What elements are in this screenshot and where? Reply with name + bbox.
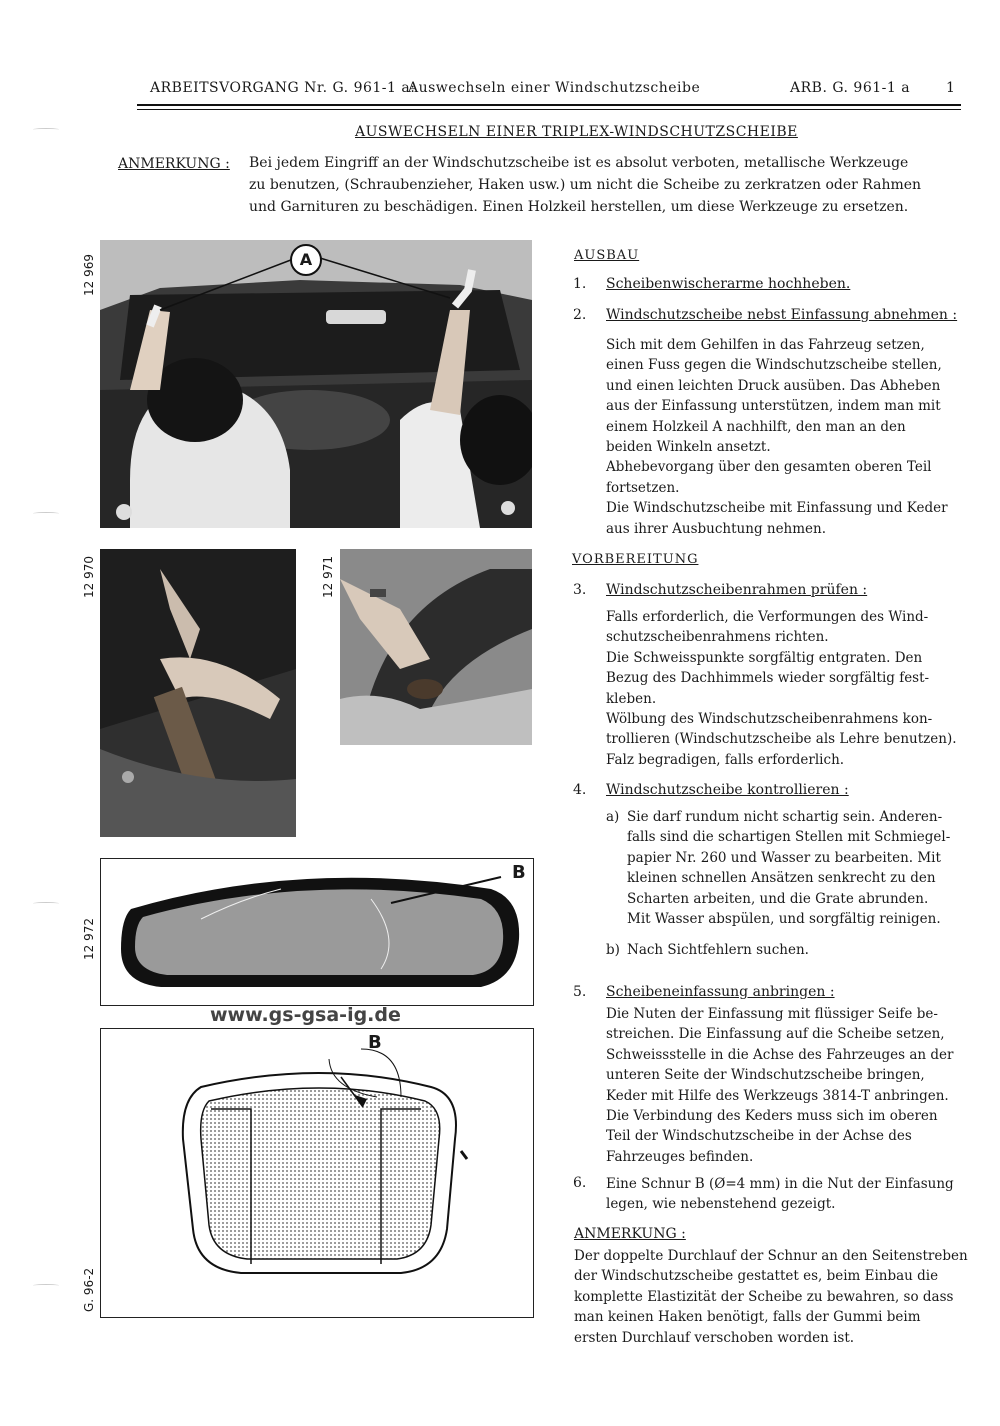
figure-id: 12 969 <box>82 254 96 296</box>
step-number: 2. <box>573 307 587 323</box>
step-body: Sie darf rundum nicht schartig sein. Anderen- falls sind die schartigen Stellen mit Schmiegel- papier Nr. 260 und Wasser zu bearbeiten. Mit kleinen schnellen Ansätzen senkrecht zu den Scharten arbeiten, und die Grate abrunden. Mit Wasser abspülen, und sorgfältig reinigen. <box>627 809 951 928</box>
step-body: Sich mit dem Gehilfen in das Fahrzeug setzen, einen Fuss gegen die Windschutzscheibe stellen, und einen leichten Druck ausüben. Das Abheben aus der Einfassung unterstützen, indem man mit einem Holzkeil A nachhilft, den man an den beiden Winkeln ansetzt. Abhebevorgang über den gesamten oberen Teil fortsetzen. Die Windschutzscheibe mit Einfassung und Keder aus ihrer Ausbuchtung nehmen. <box>606 337 948 537</box>
step-number: 4. <box>573 782 587 798</box>
punch-mark <box>33 902 59 905</box>
photo-frame-wedge <box>100 549 296 837</box>
step-body: Eine Schnur B (Ø=4 mm) in die Nut der Einfasung legen, wie nebenstehend gezeigt. <box>606 1176 954 1213</box>
step-title: Windschutzscheibe nebst Einfassung abnehmen : <box>606 307 958 323</box>
final-note-text: Der doppelte Durchlauf der Schnur an den Seitenstreben der Windschutzscheibe gestattet es, beim Einbau die komplette Elastizität der Scheibe zu bewahren, so dass man keinen Haken benötigt, falls der Gummi beim ersten Durchlauf verschoben worden ist. <box>574 1248 968 1346</box>
photo-windscreen-with-cord <box>100 858 534 1006</box>
step-title: Windschutzscheibenrahmen prüfen : <box>606 582 868 598</box>
final-note-label: ANMERKUNG : <box>574 1226 686 1242</box>
step-body: Die Nuten der Einfassung mit flüssiger Seife be- streichen. Die Einfassung auf die Scheibe setzen, Schweissstelle in die Achse des Fahrzeuges an der unteren Seite der Windschutzscheibe bringen, Keder mit Hilfe des Werkzeugs 3814-T anbringen. Die Verbindung des Keders muss sich im oberen Teil der Windschutzscheibe in der Achse des Fahrzeuges befinden. <box>606 1006 954 1165</box>
diagram-cord-routing <box>100 1028 534 1318</box>
figure-id: G. 96-2 <box>82 1267 96 1312</box>
step-number: 3. <box>573 582 587 598</box>
step-number: 5. <box>573 984 587 1000</box>
intro-note-label: ANMERKUNG : <box>118 156 230 172</box>
step-title: Windschutzscheibe kontrollieren : <box>606 782 849 798</box>
callout-b: B <box>512 862 526 883</box>
step-number: 6. <box>573 1175 587 1191</box>
header-rule <box>137 104 961 106</box>
section-ausbau: AUSBAU <box>574 248 640 263</box>
photo-fitting-seal <box>340 549 532 745</box>
callout-b-diagram: B <box>368 1032 382 1053</box>
callout-a: A <box>290 244 322 276</box>
header-rule <box>137 109 961 110</box>
sub-label: a) <box>606 809 620 825</box>
punch-mark <box>33 1284 59 1287</box>
step-body: Nach Sichtfehlern suchen. <box>627 942 809 958</box>
website-watermark: www.gs-gsa-ig.de <box>210 1004 401 1026</box>
step-number: 1. <box>573 276 587 292</box>
figure-id: 12 970 <box>82 556 96 598</box>
punch-mark <box>33 512 59 515</box>
section-vorbereitung: VORBEREITUNG <box>572 552 699 567</box>
punch-mark <box>33 128 59 131</box>
figure-id: 12 972 <box>82 918 96 960</box>
page-number: 1 <box>946 80 956 96</box>
page-title: AUSWECHSELN EINER TRIPLEX-WINDSCHUTZSCHEIBE <box>355 124 798 140</box>
sub-label: b) <box>606 942 620 958</box>
figure-id: 12 971 <box>321 556 335 598</box>
header-operation: ARBEITSVORGANG Nr. G. 961-1 a: <box>150 80 416 96</box>
intro-note-text: Bei jedem Eingriff an der Windschutzscheibe ist es absolut verboten, metallische Werkzeuge zu benutzen, (Schraubenzieher, Haken usw.) um nicht die Scheibe zu zerkratzen oder Rahmen und Garnituren zu beschädigen. Einen Holzkeil herstellen, um diese Werkzeuge zu ersetzen. <box>249 155 922 215</box>
header-reference: ARB. G. 961-1 a <box>790 80 911 96</box>
header-subject: Auswechseln einer Windschutzscheibe <box>408 80 701 96</box>
step-body: Falls erforderlich, die Verformungen des Wind- schutzscheibenrahmens richten. Die Schweisspunkte sorgfältig entgraten. Den Bezug des Dachhimmels wieder sorgfältig fest- kleben. Wölbung des Windschutzscheibenrahmens kon- trollieren (Windschutzscheibe als Lehre benutzen). Falz begradigen, falls erforderlich. <box>606 609 957 768</box>
step-title: Scheibeneinfassung anbringen : <box>606 984 835 1000</box>
step-title: Scheibenwischerarme hochheben. <box>606 276 851 292</box>
